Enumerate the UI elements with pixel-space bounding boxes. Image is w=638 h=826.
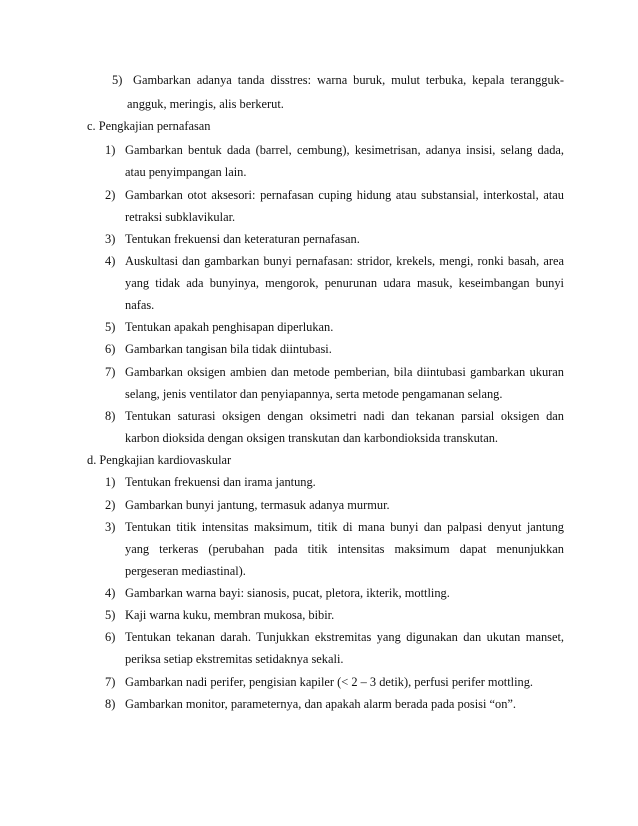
list-item-text: Gambarkan otot aksesori: pernafasan cuping hidung atau substansial, interkostal, atau xyxy=(125,188,564,202)
list-item-text: Gambarkan nadi perifer, pengisian kapiler (< 2 – 3 detik), perfusi perifer mottling. xyxy=(125,675,534,689)
section-heading: d. Pengkajian kardiovaskular xyxy=(87,453,232,467)
list-item-text: karbon dioksida dengan oksigen transkutan dan karbondioksida transkutan. xyxy=(125,431,499,445)
list-item-text: Tentukan frekuensi dan keteraturan pernafasan. xyxy=(125,232,360,246)
list-number: 3) xyxy=(105,232,116,246)
list-number: 8) xyxy=(105,409,116,423)
list-item-text: Gambarkan oksigen ambien dan metode pemberian, bila diintubasi gambarkan ukuran xyxy=(125,365,564,379)
list-item-text: retraksi subklavikular. xyxy=(125,210,236,224)
list-number: 5) xyxy=(105,320,116,334)
list-item-text: Gambarkan bentuk dada (barrel, cembung), kesimetrisan, adanya insisi, selang dada, xyxy=(125,143,564,157)
list-item-text: Tentukan saturasi oksigen dengan oksimetri nadi dan tekanan parsial oksigen dan xyxy=(125,409,564,423)
list-item-text: pergeseran mediastinal). xyxy=(125,564,246,578)
list-number: 1) xyxy=(105,143,116,157)
list-item-text: periksa setiap ekstremitas setidaknya sekali. xyxy=(125,652,344,666)
list-item-text: nafas. xyxy=(125,298,155,312)
list-item-text: Kaji warna kuku, membran mukosa, bibir. xyxy=(125,608,335,622)
list-number: 6) xyxy=(105,630,116,644)
list-item-text: selang, jenis ventilator dan penyiapannya, serta metode pengamanan selang. xyxy=(125,387,503,401)
list-item-text: angguk, meringis, alis berkerut. xyxy=(127,97,284,111)
list-item-text: yang terkeras (perubahan pada titik intensitas maksimum dapat menunjukkan xyxy=(125,542,564,556)
list-number: 5) xyxy=(112,73,123,87)
list-number: 1) xyxy=(105,475,116,489)
list-item-text: Tentukan tekanan darah. Tunjukkan ekstremitas yang digunakan dan ukutan manset, xyxy=(125,630,564,644)
list-item-text: Gambarkan bunyi jantung, termasuk adanya murmur. xyxy=(125,498,390,512)
list-item-text: Tentukan titik intensitas maksimum, titik di mana bunyi dan palpasi denyut jantung xyxy=(125,520,564,534)
list-number: 2) xyxy=(105,188,116,202)
list-number: 7) xyxy=(105,365,116,379)
section-heading: c. Pengkajian pernafasan xyxy=(87,119,211,133)
list-number: 7) xyxy=(105,675,116,689)
list-number: 6) xyxy=(105,342,116,356)
list-item-text: yang tidak ada bunyinya, mengorok, penurunan udara masuk, keseimbangan bunyi xyxy=(125,276,564,290)
list-item-text: Tentukan apakah penghisapan diperlukan. xyxy=(125,320,334,334)
list-number: 4) xyxy=(105,586,116,600)
list-item-text: Tentukan frekuensi dan irama jantung. xyxy=(125,475,316,489)
list-item-text: Gambarkan monitor, parameternya, dan apakah alarm berada pada posisi “on”. xyxy=(125,697,517,711)
list-item-text: Gambarkan tangisan bila tidak diintubasi. xyxy=(125,342,332,356)
list-item-text: Gambarkan adanya tanda disstres: warna buruk, mulut terbuka, kepala terangguk- xyxy=(133,73,564,87)
list-item-text: atau penyimpangan lain. xyxy=(125,165,247,179)
list-number: 3) xyxy=(105,520,116,534)
list-number: 5) xyxy=(105,608,116,622)
list-item-text: Auskultasi dan gambarkan bunyi pernafasan: stridor, krekels, mengi, ronki basah, area xyxy=(125,254,564,268)
list-number: 8) xyxy=(105,697,116,711)
list-item-text: Gambarkan warna bayi: sianosis, pucat, pletora, ikterik, mottling. xyxy=(125,586,450,600)
list-number: 2) xyxy=(105,498,116,512)
list-number: 4) xyxy=(105,254,116,268)
